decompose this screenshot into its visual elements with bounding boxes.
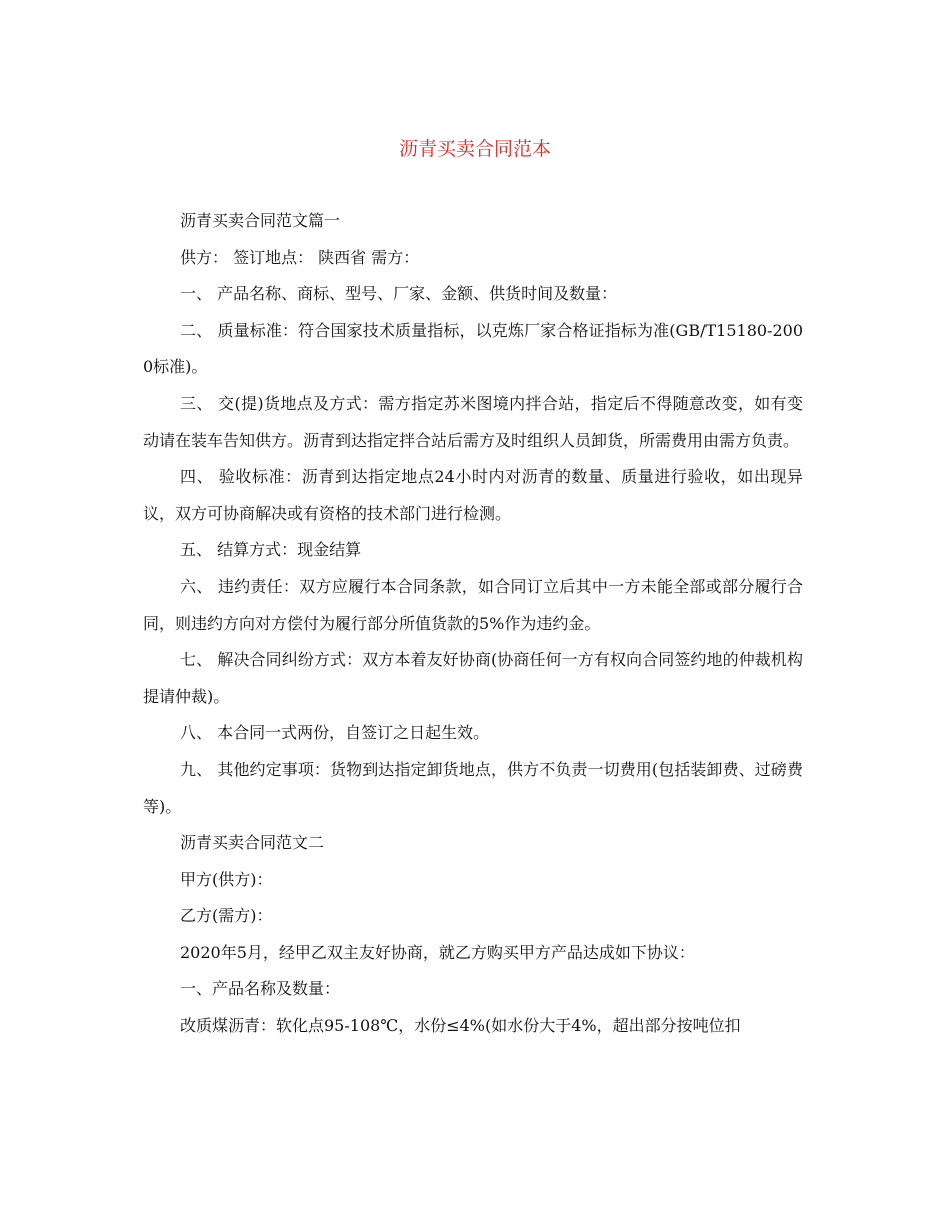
product-spec: 改质煤沥青：软化点95-108℃，水份≤4%(如水份大于4%，超出部分按吨位扣 — [180, 1016, 741, 1036]
clause-5: 五、 结算方式：现金结算 — [180, 540, 362, 560]
item-1-heading: 一、产品名称及数量： — [180, 979, 341, 999]
party-a-line: 甲方(供方)： — [180, 869, 273, 889]
agreement-intro: 2020年5月，经甲乙双主友好协商，就乙方购买甲方产品达成如下协议： — [180, 942, 695, 962]
party-line: 供方： 签订地点： 陕西省 需方： — [180, 247, 420, 267]
document-title: 沥青买卖合同范本 — [398, 138, 551, 160]
clause-1: 一、 产品名称、商标、型号、厂家、金额、供货时间及数量： — [180, 284, 618, 304]
clause-6: 六、 违约责任：双方应履行本合同条款，如合同订立后其中一方未能全部或部分履行合同，则违约方向对方偿付为履行部分所值货款的5%作为违约金。 — [143, 576, 803, 633]
clause-4: 四、 验收标准：沥青到达指定地点24小时内对沥青的数量、质量进行验收，如出现异议，双方可协商解决或有资格的技术部门进行检测。 — [143, 467, 803, 523]
party-b-line: 乙方(需方)： — [180, 906, 273, 926]
section-heading-2: 沥青买卖合同范文二 — [180, 833, 325, 853]
clause-9: 九、 其他约定事项：货物到达指定卸货地点，供方不负责一切费用(包括装卸费、过磅费等)。 — [143, 759, 803, 816]
clause-8: 八、 本合同一式两份，自签订之日起生效。 — [180, 723, 490, 743]
clause-3: 三、 交(提)货地点及方式：需方指定苏米图境内拌合站，指定后不得随意改变，如有变动请在装车告知供方。沥青到达指定拌合站后需方及时组织人员卸货，所需费用由需方负责。 — [143, 393, 803, 450]
clause-7: 七、 解决合同纠纷方式：双方本着友好协商(协商任何一方有权向合同签约地的仲裁机构提请仲裁)。 — [143, 650, 803, 706]
section-heading-1: 沥青买卖合同范文篇一 — [180, 211, 341, 230]
document-body — [143, 203, 803, 1045]
clause-2: 二、 质量标准：符合国家技术质量指标，以克炼厂家合格证指标为准(GB/T15180-2000标准)。 — [143, 320, 803, 377]
